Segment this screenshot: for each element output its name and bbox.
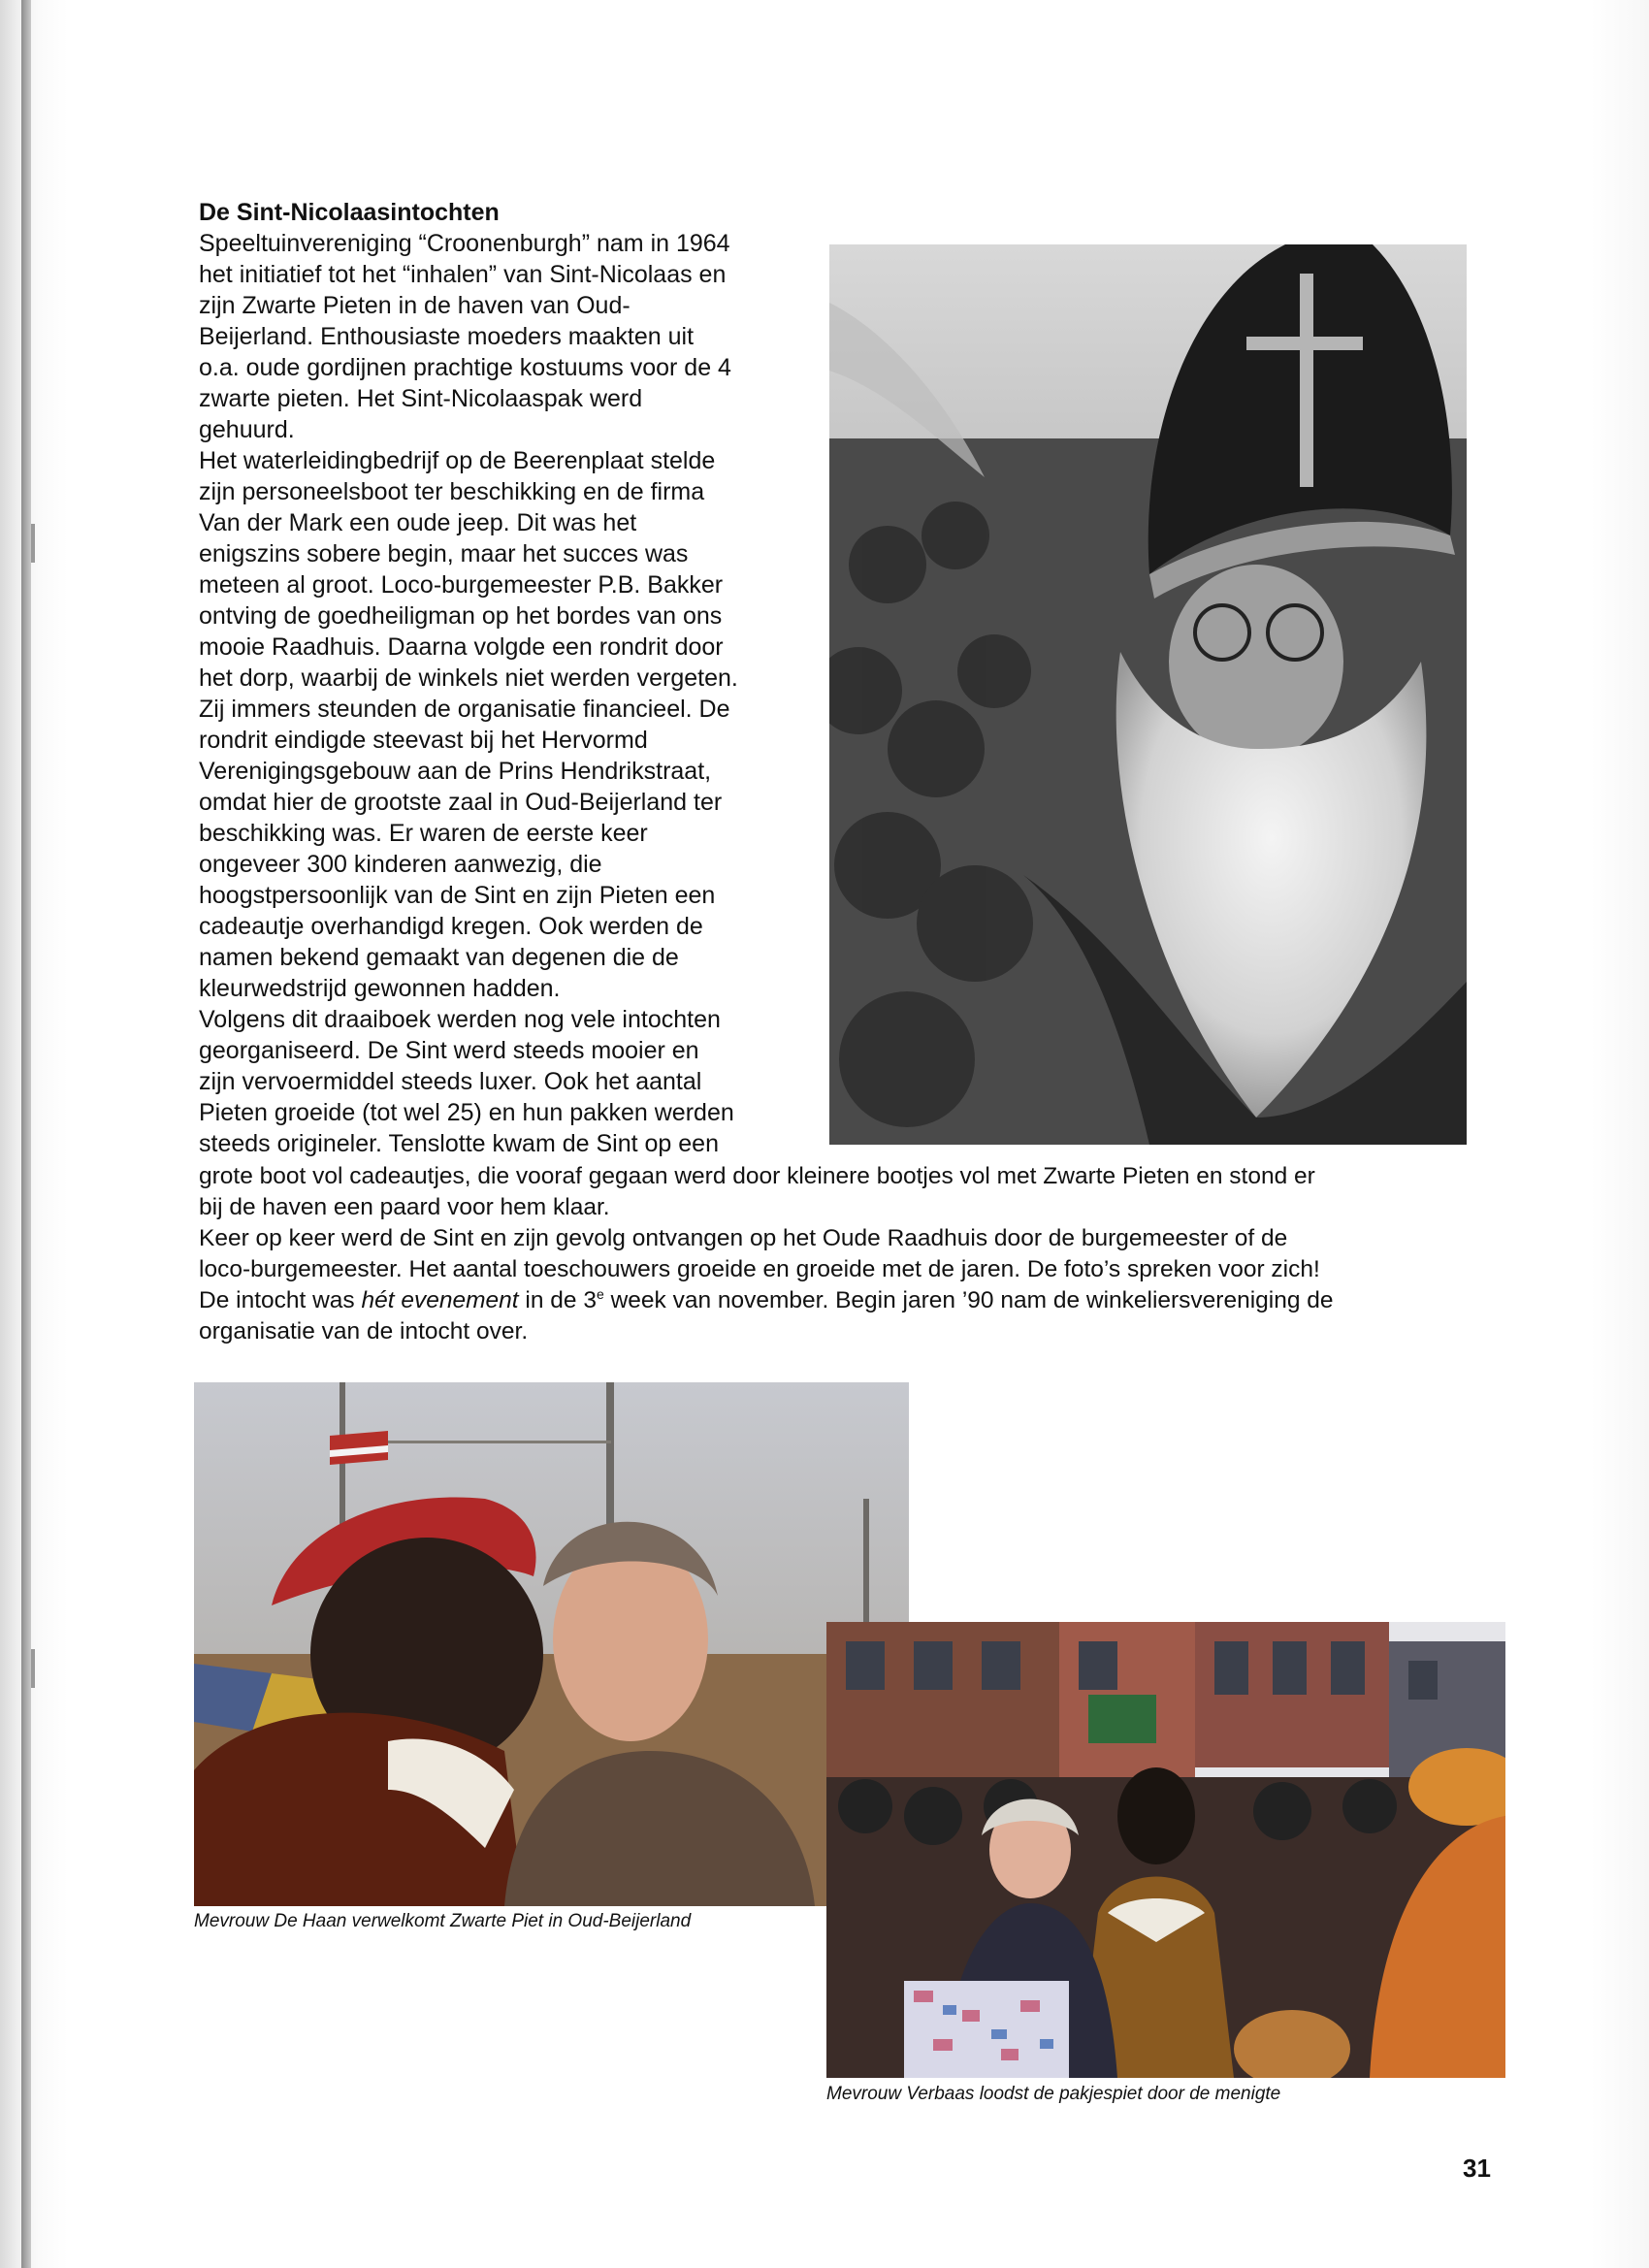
text-line: loco-burgemeester. Het aantal toeschouwers groeide en groeide met de jaren. De foto’s spreken voor zich!	[199, 1256, 1320, 1282]
emphasis-text: hét evenement	[361, 1287, 519, 1313]
text-line: georganiseerd. De Sint werd steeds mooier en	[199, 1037, 699, 1064]
verbaas-image	[826, 1622, 1505, 2078]
text-line: bij de haven een paard voor hem klaar.	[199, 1194, 610, 1220]
article-title: De Sint-Nicolaasintochten	[199, 199, 500, 226]
photo-de-haan	[194, 1382, 909, 1906]
binding-shadow	[21, 0, 31, 2268]
text-line: gehuurd.	[199, 416, 295, 443]
text-line: organisatie van de intocht over.	[199, 1318, 529, 1345]
photo-verbaas	[826, 1622, 1505, 2078]
text-line: Zij immers steunden de organisatie financieel. De	[199, 696, 730, 723]
text-line: zijn Zwarte Pieten in de haven van Oud-	[199, 292, 630, 319]
text-line: het dorp, waarbij de winkels niet werden vergeten.	[199, 664, 738, 692]
binding-mark	[31, 1649, 35, 1688]
text-line: kleurwedstrijd gewonnen hadden.	[199, 975, 561, 1002]
binding-mark	[31, 524, 35, 563]
text-line: Volgens dit draaiboek werden nog vele intochten	[199, 1006, 721, 1033]
text-line: ontving de goedheiligman op het bordes van ons	[199, 602, 723, 630]
article-body-narrow	[199, 228, 829, 1159]
text-line: rondrit eindigde steevast bij het Hervormd	[199, 727, 648, 754]
text-line: Pieten groeide (tot wel 25) en hun pakken werden	[199, 1099, 734, 1126]
text-line: omdat hier de grootste zaal in Oud-Beijerland ter	[199, 789, 723, 816]
text-line: Keer op keer werd de Sint en zijn gevolg ontvangen op het Oude Raadhuis door de burgemeester of de	[199, 1225, 1288, 1251]
text-line: Speeltuinvereniging “Croonenburgh” nam in 1964	[199, 230, 730, 257]
article-body-wide	[199, 1161, 1557, 1347]
text-line: cadeautje overhandigd kregen. Ook werden de	[199, 913, 703, 940]
photo-sinterklaas	[829, 244, 1467, 1145]
text-line: enigszins sobere begin, maar het succes was	[199, 540, 689, 567]
text-line: zijn personeelsboot ter beschikking en de firma	[199, 478, 705, 505]
text-line: De intocht was hét evenement in de 3e week van november. Begin jaren ’90 nam de winkeliersvereniging de	[199, 1285, 1334, 1313]
text-line: Het waterleidingbedrijf op de Beerenplaat stelde	[199, 447, 716, 474]
de-haan-image	[194, 1382, 909, 1906]
text-line: Verenigingsgebouw aan de Prins Hendrikstraat,	[199, 758, 712, 785]
text-line: namen bekend gemaakt van degenen die de	[199, 944, 679, 971]
text-line: o.a. oude gordijnen prachtige kostuums voor de 4	[199, 354, 731, 381]
text-line: Van der Mark een oude jeep. Dit was het	[199, 509, 637, 536]
text-line: zijn vervoermiddel steeds luxer. Ook het aantal	[199, 1068, 702, 1095]
caption-photo-verbaas: Mevrouw Verbaas loodst de pakjespiet door de menigte	[826, 2084, 1281, 2104]
sinterklaas-image	[829, 244, 1467, 1145]
text-line: Beijerland. Enthousiaste moeders maakten uit	[199, 323, 695, 350]
page-number: 31	[1463, 2154, 1491, 2183]
caption-photo-de-haan: Mevrouw De Haan verwelkomt Zwarte Piet in Oud-Beijerland	[194, 1911, 692, 1931]
text-line: grote boot vol cadeautjes, die vooraf gegaan werd door kleinere bootjes vol met Zwarte Pieten en stond er	[199, 1163, 1315, 1189]
text-line: mooie Raadhuis. Daarna volgde een rondrit door	[199, 633, 724, 661]
text-line: steeds origineler. Tenslotte kwam de Sint op een	[199, 1130, 719, 1157]
text-line: hoogstpersoonlijk van de Sint en zijn Pieten een	[199, 882, 716, 909]
text-line: het initiatief tot het “inhalen” van Sint-Nicolaas en	[199, 261, 727, 288]
text-line: beschikking was. Er waren de eerste keer	[199, 820, 648, 847]
ordinal-superscript: e	[596, 1285, 604, 1302]
text-line: zwarte pieten. Het Sint-Nicolaaspak werd	[199, 385, 643, 412]
text-line: ongeveer 300 kinderen aanwezig, die	[199, 851, 602, 878]
text-line: meteen al groot. Loco-burgemeester P.B. Bakker	[199, 571, 724, 599]
